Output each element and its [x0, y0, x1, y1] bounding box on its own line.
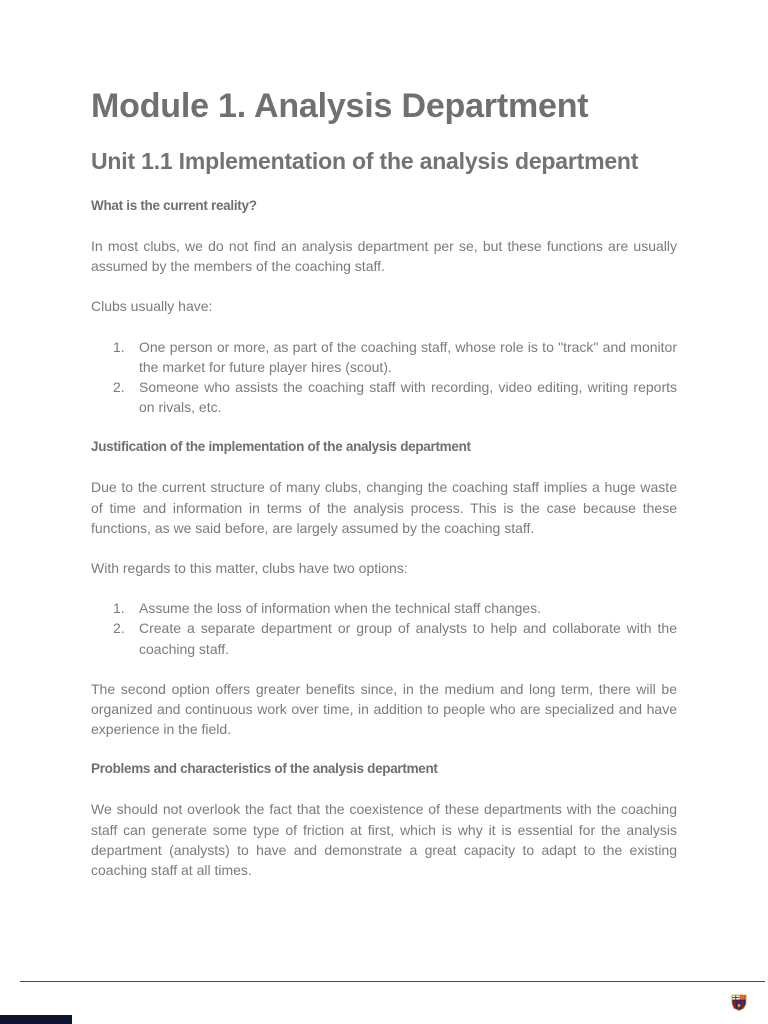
- footer-divider: [20, 981, 765, 982]
- list-item: [113, 337, 677, 377]
- club-crest-icon: [731, 994, 747, 1011]
- paragraph: We should not overlook the fact that the coexistence of these departments with the coaching staff can generate some type of friction at first, which is why it is essential for the analysis department (analysts) to have and demonstrate a great capacity to adapt to the existing coaching staff at all times.: [91, 801, 677, 879]
- document-page: [91, 86, 677, 880]
- section-heading-problems: Problems and characteristics of the analysis department: [91, 761, 438, 777]
- list-item: [113, 377, 677, 417]
- section-heading-justification: Justification of the implementation of the analysis department: [91, 439, 471, 455]
- list-item-text: One person or more, as part of the coaching staff, whose role is to "track" and monitor the market for future player hires (scout).: [139, 338, 677, 375]
- paragraph: With regards to this matter, clubs have two options:: [91, 560, 408, 577]
- list-number: 2.: [113, 379, 125, 396]
- unit-title: Unit 1.1 Implementation of the analysis department: [91, 148, 639, 174]
- list-item-text: Someone who assists the coaching staff with recording, video editing, writing reports on rivals, etc.: [139, 379, 677, 416]
- paragraph: Clubs usually have:: [91, 298, 213, 315]
- section-heading-current-reality: What is the current reality?: [91, 198, 257, 213]
- footer-tab: [0, 1015, 72, 1024]
- paragraph: The second option offers greater benefits since, in the medium and long term, there will be organized and continuous work over time, in addition to people who are specialized and have experience in the field.: [91, 680, 677, 738]
- numbered-list: [91, 337, 677, 418]
- numbered-list: [91, 598, 677, 659]
- list-item-text: Create a separate department or group of analysts to help and collaborate with the coaching staff.: [139, 620, 677, 657]
- module-title: Module 1. Analysis Department: [91, 87, 589, 125]
- list-item: [113, 618, 677, 658]
- paragraph: Due to the current structure of many clubs, changing the coaching staff implies a huge waste of time and information in terms of the analysis process. This is the case because these functions, as we said before, are largely assumed by the coaching staff.: [91, 479, 677, 536]
- paragraph: In most clubs, we do not find an analysis department per se, but these functions are usually assumed by the members of the coaching staff.: [91, 238, 677, 275]
- list-item-text: Assume the loss of information when the technical staff changes.: [139, 600, 542, 617]
- list-number: 1.: [113, 600, 125, 617]
- list-number: 2.: [113, 620, 125, 637]
- list-item: [113, 598, 677, 618]
- list-number: 1.: [113, 338, 125, 355]
